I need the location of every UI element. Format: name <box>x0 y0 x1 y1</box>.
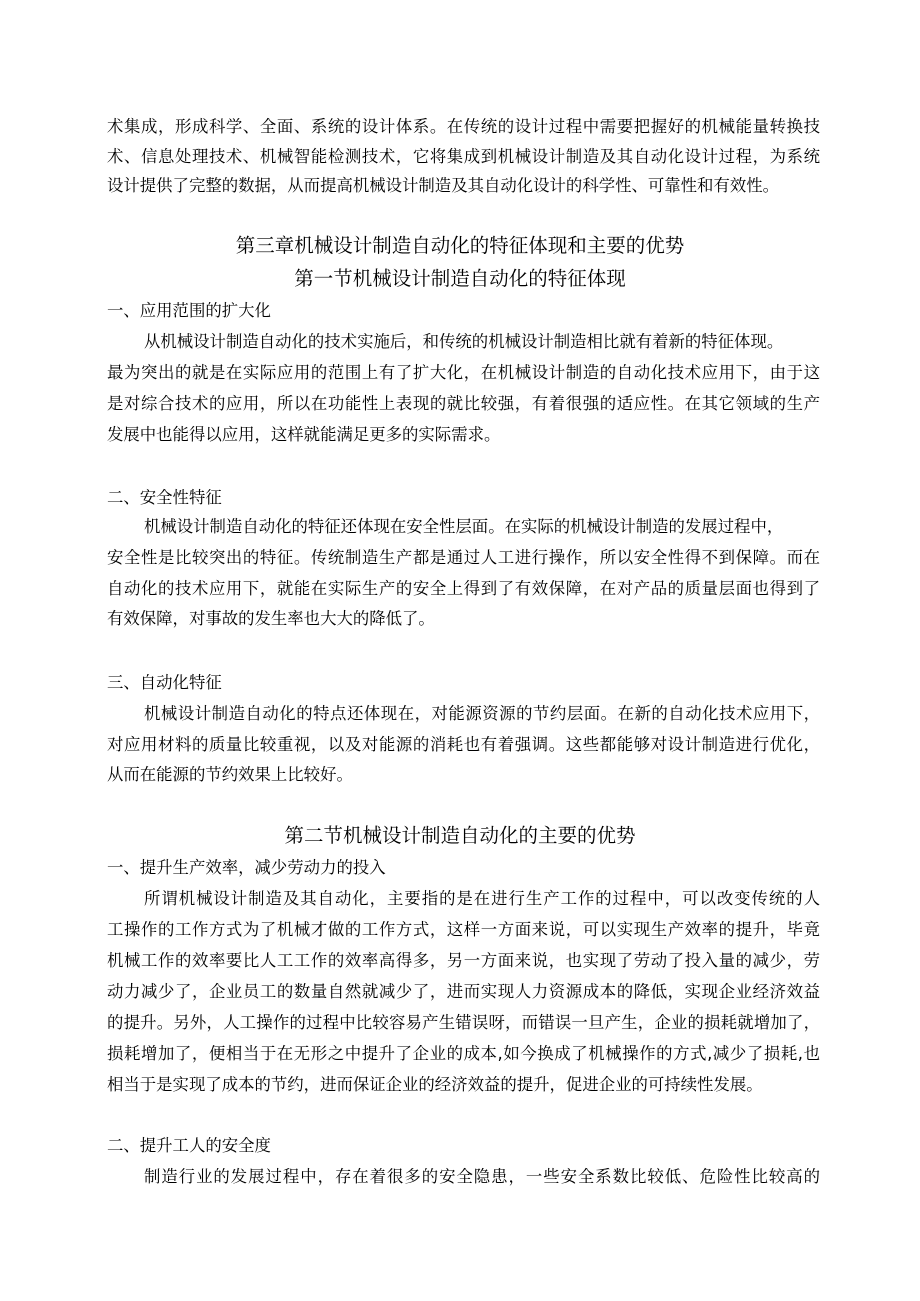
paragraph-line: 相当于是实现了成本的节约，进而保证企业的经济效益的提升，促进企业的可持续性发展。 <box>107 1075 763 1094</box>
paragraph-line: 机械工作的效率要比人工工作的效率高得多，另一方面来说，也实现了劳动了投入量的减少，劳 <box>107 951 820 970</box>
subsection-heading-1: 一、应用范围的扩大化 <box>107 301 271 320</box>
advantage-heading-2: 二、提升工人的安全度 <box>107 1136 271 1155</box>
paragraph-line: 最为突出的就是在实际应用的范围上有了扩大化，在机械设计制造的自动化技术应用下，由于这 <box>107 363 820 382</box>
paragraph-line: 机械设计制造自动化的特征还体现在安全性层面。在实际的机械设计制造的发展过程中， <box>144 517 784 536</box>
section-1-title: 第一节机械设计制造自动化的特征体现 <box>294 267 626 290</box>
paragraph-line: 从机械设计制造自动化的技术实施后，和传统的机械设计制造相比就有着新的特征体现。 <box>144 332 784 351</box>
intro-line-2: 术、信息处理技术、机械智能检测技术，它将集成到机械设计制造及其自动化设计过程，为系统 <box>107 147 820 166</box>
subsection-heading-3: 三、自动化特征 <box>107 673 222 692</box>
paragraph-line: 自动化的技术应用下，就能在实际生产的安全上得到了有效保障，在对产品的质量层面也得到了 <box>107 579 820 598</box>
paragraph-line: 机械设计制造自动化的特点还体现在，对能源资源的节约层面。在新的自动化技术应用下， <box>144 704 820 723</box>
intro-line-1: 术集成，形成科学、全面、系统的设计体系。在传统的设计过程中需要把握好的机械能量转换技 <box>107 117 820 136</box>
paragraph-line: 工操作的工作方式为了机械才做的工作方式，这样一方面来说，可以实现生产效率的提升，毕竟 <box>107 920 820 939</box>
chapter-title: 第三章机械设计制造自动化的特征体现和主要的优势 <box>235 234 685 257</box>
paragraph-line: 安全性是比较突出的特征。传统制造生产都是通过人工进行操作，所以安全性得不到保障。而在 <box>107 548 820 567</box>
paragraph-line: 的提升。另外，人工操作的过程中比较容易产生错误呀，而错误一旦产生，企业的损耗就增加了， <box>107 1013 820 1032</box>
paragraph-line: 有效保障，对事故的发生率也大大的降低了。 <box>107 609 435 628</box>
paragraph-line: 是对综合技术的应用，所以在功能性上表现的就比较强，有着很强的适应性。在其它领域的生产 <box>107 394 820 413</box>
paragraph-line: 从而在能源的节约效果上比较好。 <box>107 765 353 784</box>
paragraph-line: 动力减少了，企业员工的数量自然就减少了，进而实现人力资源成本的降低，实现企业经济效益 <box>107 982 820 1001</box>
paragraph-line: 对应用材料的质量比较重视，以及对能源的消耗也有着强调。这些都能够对设计制造进行优化， <box>107 735 820 754</box>
section-2-title: 第二节机械设计制造自动化的主要的优势 <box>284 824 636 847</box>
paragraph-line: 损耗增加了，便相当于在无形之中提升了企业的成本,如今换成了机械操作的方式,减少了损耗,也 <box>107 1044 820 1063</box>
paragraph-line: 发展中也能得以应用，这样就能满足更多的实际需求。 <box>107 425 501 444</box>
advantage-heading-1: 一、提升生产效率，减少劳动力的投入 <box>107 858 386 877</box>
subsection-heading-2: 二、安全性特征 <box>107 488 222 507</box>
paragraph-line: 制造行业的发展过程中，存在着很多的安全隐患，一些安全系数比较低、危险性比较高的 <box>144 1167 820 1186</box>
paragraph-line: 所谓机械设计制造及其自动化，主要指的是在进行生产工作的过程中，可以改变传统的人 <box>144 889 820 908</box>
intro-line-3: 设计提供了完整的数据，从而提高机械设计制造及其自动化设计的科学性、可靠性和有效性。 <box>107 176 780 195</box>
